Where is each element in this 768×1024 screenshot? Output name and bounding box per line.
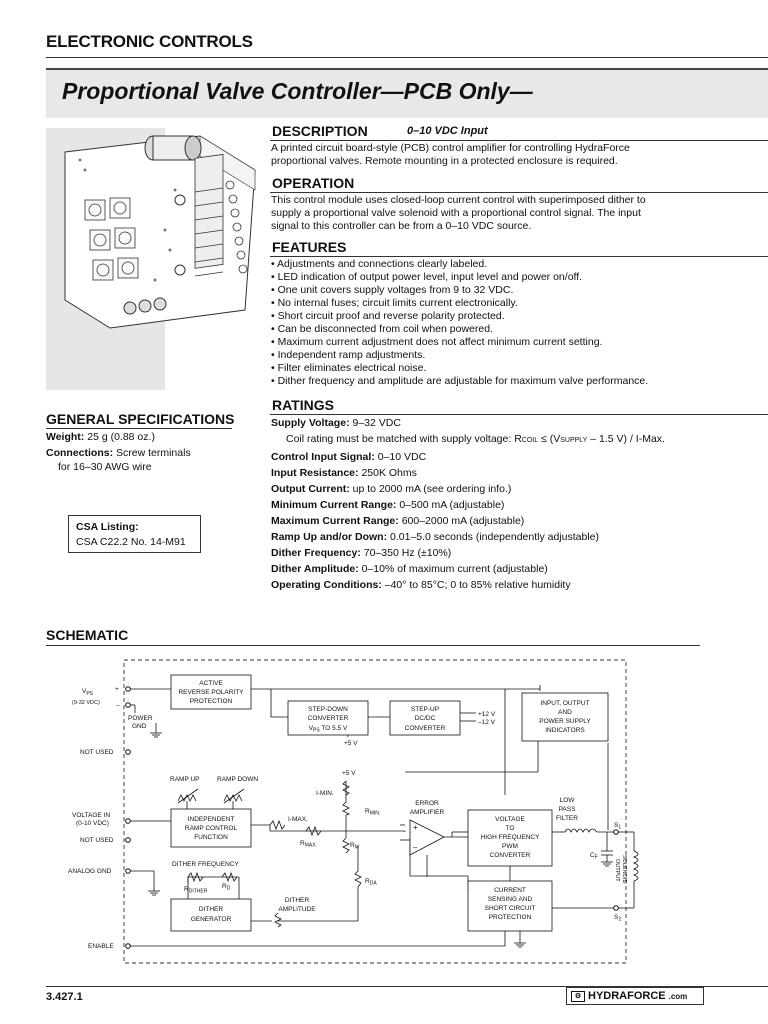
terminal-not-used-2 [80, 837, 130, 844]
page-number: 3.427.1 [46, 991, 83, 1003]
rating-row: Dither Amplitude: 0–10% of maximum current (adjustable) [271, 563, 548, 575]
operation-rule [270, 192, 768, 193]
error-amplifier [410, 820, 444, 855]
block-step-down-converter [288, 701, 368, 735]
svg-text:PWM: PWM [502, 843, 518, 850]
dither-freq-label: DITHER FREQUENCY [172, 861, 239, 868]
csa-value: CSA C22.2 No. 14-M91 [76, 536, 186, 548]
terminal-power-gnd [128, 715, 153, 730]
imax-label: I-MAX. [288, 816, 308, 823]
spec-connections: Connections: Screw terminals [46, 447, 191, 459]
features-rule [270, 256, 768, 257]
svg-text:VOLTAGE IN: VOLTAGE IN [72, 812, 111, 819]
terminal-block [195, 154, 223, 276]
block-ramp-control [171, 809, 251, 847]
svg-text:PROTECTION: PROTECTION [189, 698, 233, 705]
terminal-vps [72, 686, 130, 709]
svg-text:DITHER: DITHER [198, 906, 224, 913]
terminal-analog-gnd [68, 868, 130, 875]
capacitor-cf [601, 851, 613, 862]
svg-text:RAMP CONTROL: RAMP CONTROL [184, 825, 238, 832]
page-title: Proportional Valve Controller—PCB Only— [62, 78, 533, 104]
description-subheading: 0–10 VDC Input [407, 125, 488, 137]
rating-row: Ramp Up and/or Down: 0.01–5.0 seconds (independently adjustable) [271, 531, 599, 543]
svg-text:–: – [413, 843, 418, 852]
svg-text:(9-32 VDC): (9-32 VDC) [72, 700, 100, 706]
svg-text:STEP-UP: STEP-UP [410, 706, 440, 713]
ratings-heading: RATINGS [272, 397, 334, 413]
block-current-sensing [468, 881, 552, 931]
schematic-diagram [60, 655, 700, 970]
pcb-product-image [55, 130, 265, 340]
minus12v-label: –12 V [478, 719, 495, 726]
s1-label: $S_1$ [614, 822, 622, 831]
imin-label: I-MIN. [316, 790, 334, 797]
svg-text:+: + [115, 686, 119, 693]
plus12v-label: +12 V [478, 711, 496, 718]
error-amp-label-1: ERROR [415, 800, 439, 807]
svg-text:POWER SUPPLY: POWER SUPPLY [539, 718, 591, 725]
rating-row: Input Resistance: 250K Ohms [271, 467, 417, 479]
rda-label: $R_{DA}$ [365, 878, 377, 887]
solenoid-label-1: SOLENOID [621, 855, 627, 884]
ramp-down-label: RAMP DOWN [217, 776, 259, 783]
general-specs-list [46, 429, 191, 474]
rating-supply-voltage: Supply Voltage: 9–32 VDC [271, 417, 401, 429]
terminal-not-used-1 [80, 749, 130, 756]
svg-text:STEP-DOWN: STEP-DOWN [308, 706, 348, 713]
svg-text:CONVERTER: CONVERTER [307, 715, 349, 722]
svg-text:DC/DC: DC/DC [414, 715, 436, 722]
plus5v-top-label: +5 V [342, 770, 356, 777]
brand-suffix: .com [668, 991, 688, 1001]
schematic-heading: SCHEMATIC [46, 627, 129, 643]
lpf-label-1: LOW [559, 797, 575, 804]
plus5v-label: +5 V [344, 740, 358, 747]
ratings-list [271, 415, 665, 593]
svg-text:INDICATORS: INDICATORS [545, 727, 585, 734]
svg-text:ANALOG GND: ANALOG GND [68, 868, 112, 875]
svg-text:HIGH FREQUENCY: HIGH FREQUENCY [480, 834, 540, 841]
spec-weight: Weight: 25 g (0.88 oz.) [46, 431, 155, 443]
svg-text:+: + [413, 823, 418, 832]
svg-text:ENABLE: ENABLE [88, 943, 114, 950]
svg-text:PROTECTION: PROTECTION [488, 914, 532, 921]
list-item: • Maximum current adjustment does not affect minimum current setting. [271, 336, 603, 348]
csa-listing-box [68, 515, 201, 553]
svg-text:ACTIVE: ACTIVE [199, 680, 223, 687]
brand-logo [566, 987, 704, 1005]
operation-text: This control module uses closed-loop current control with superimposed dither to supply a proportional valve solenoid with a proportional control signal. The input signal to this controller can be from a 0–10 VDC source. [271, 194, 646, 232]
lpf-label-3: FILTER [556, 815, 578, 822]
list-item: • Filter eliminates electrical noise. [271, 362, 427, 374]
svg-text:CURRENT: CURRENT [494, 887, 526, 894]
rd-label: $R_D$ [222, 883, 231, 892]
svg-text:GND: GND [132, 723, 147, 730]
description-rule [270, 140, 768, 141]
block-indicators [522, 693, 608, 741]
rating-row: Output Current: up to 2000 mA (see ordering info.) [271, 483, 512, 495]
rating-row: Minimum Current Range: 0–500 mA (adjustable) [271, 499, 505, 511]
block-step-up-converter [390, 701, 460, 735]
svg-text:SHORT CIRCUIT: SHORT CIRCUIT [484, 905, 536, 912]
schematic-rule [46, 645, 700, 646]
rmin-label: $R_{MIN.}$ [365, 808, 381, 817]
ramp-up-label: RAMP UP [170, 776, 200, 783]
svg-text:POWER: POWER [128, 715, 153, 722]
list-item: • Independent ramp adjustments. [271, 349, 426, 361]
svg-text:CONVERTER: CONVERTER [489, 852, 531, 859]
block-voltage-to-pwm [468, 810, 552, 866]
capacitor-component [145, 136, 201, 160]
ramp-potentiometers [178, 789, 244, 809]
svg-text:VPS: $V_{PS}$ [82, 688, 94, 697]
svg-text:VPS TO 5.5 V: $V_{PS}$ TO 5.5 V [308, 725, 348, 734]
description-text: A printed circuit board-style (PCB) control amplifier for controlling HydraForce proportional valves. Remote mounting in a protected enclosure is required. [271, 142, 630, 167]
operation-heading: OPERATION [272, 175, 355, 191]
svg-text:AND: AND [558, 709, 572, 716]
cf-label: $C_F$ [590, 852, 598, 861]
svg-text:NOT USED: NOT USED [80, 749, 114, 756]
rdither-label: $R_{DITHER}$ [184, 886, 208, 895]
svg-text:INPUT, OUTPUT: INPUT, OUTPUT [540, 700, 590, 707]
hydraforce-logo-icon: ⚙ [571, 991, 585, 1002]
svg-text:SENSING AND: SENSING AND [487, 896, 533, 903]
s2-label: $S_2$ [614, 914, 622, 923]
list-item: • Can be disconnected from coil when powered. [271, 323, 493, 335]
features-heading: FEATURES [272, 239, 347, 255]
list-item: • Short circuit proof and reverse polarity protected. [271, 310, 505, 322]
list-item: • One unit covers supply voltages from 9 to 32 VDC. [271, 284, 514, 296]
svg-text:NOT USED: NOT USED [80, 837, 114, 844]
title-band [46, 68, 768, 118]
rating-coil-note: Coil rating must be matched with supply voltage: RCOIL ≤ (VSUPPLY – 1.5 V) / I-Max. [286, 433, 665, 445]
dither-amp-label-1: DITHER [284, 897, 310, 904]
lpf-label-2: PASS [558, 806, 576, 813]
svg-text:VOLTAGE: VOLTAGE [495, 816, 525, 823]
brand-name: HYDRAFORCE [588, 990, 666, 1002]
solenoid-coil [618, 832, 638, 908]
rating-row: Dither Frequency: 70–350 Hz (±10%) [271, 547, 452, 559]
description-heading: DESCRIPTION [272, 123, 368, 139]
svg-text:(0-10 VDC): (0-10 VDC) [76, 820, 109, 827]
solenoid-label-2: OUTPUT [614, 859, 620, 882]
svg-text:INDEPENDENT: INDEPENDENT [187, 816, 235, 823]
general-specs-heading: GENERAL SPECIFICATIONS [46, 411, 235, 427]
list-item: • Adjustments and connections clearly labeled. [271, 258, 488, 270]
rating-row: Control Input Signal: 0–10 VDC [271, 451, 427, 463]
error-amp-label-2: AMPLIFIER [409, 809, 445, 816]
rmax-label: $R_{MAX.}$ [300, 840, 317, 849]
spec-connections-cont: for 16–30 AWG wire [58, 461, 152, 473]
terminal-s2 [614, 906, 619, 911]
block-active-reverse-polarity [171, 675, 251, 709]
terminal-voltage-in [72, 812, 130, 827]
list-item: • No internal fuses; circuit limits current electronically. [271, 297, 518, 309]
section-title: ELECTRONIC CONTROLS [46, 32, 253, 51]
svg-text:CONVERTER: CONVERTER [404, 725, 446, 732]
svg-text:REVERSE POLARITY: REVERSE POLARITY [178, 689, 244, 696]
svg-text:–: – [116, 702, 120, 709]
lpf-inductor [565, 829, 597, 832]
rating-row: Operating Conditions: –40° to 85°C; 0 to 85% relative humidity [271, 579, 571, 591]
list-item: • LED indication of output power level, input level and power on/off. [271, 271, 583, 283]
rm-label: $R_M$ [350, 842, 359, 851]
svg-text:TO: TO [505, 825, 515, 832]
svg-text:GENERATOR: GENERATOR [190, 916, 232, 923]
list-item: • Dither frequency and amplitude are adjustable for maximum valve performance. [271, 375, 649, 387]
header-rule [46, 57, 768, 58]
csa-label: CSA Listing: [76, 521, 139, 533]
dither-amp-label-2: AMPLITUDE [278, 906, 316, 913]
svg-text:FUNCTION: FUNCTION [194, 834, 228, 841]
features-list [271, 258, 648, 388]
rating-row: Maximum Current Range: 600–2000 mA (adjustable) [271, 515, 525, 527]
block-dither-generator [171, 899, 251, 931]
